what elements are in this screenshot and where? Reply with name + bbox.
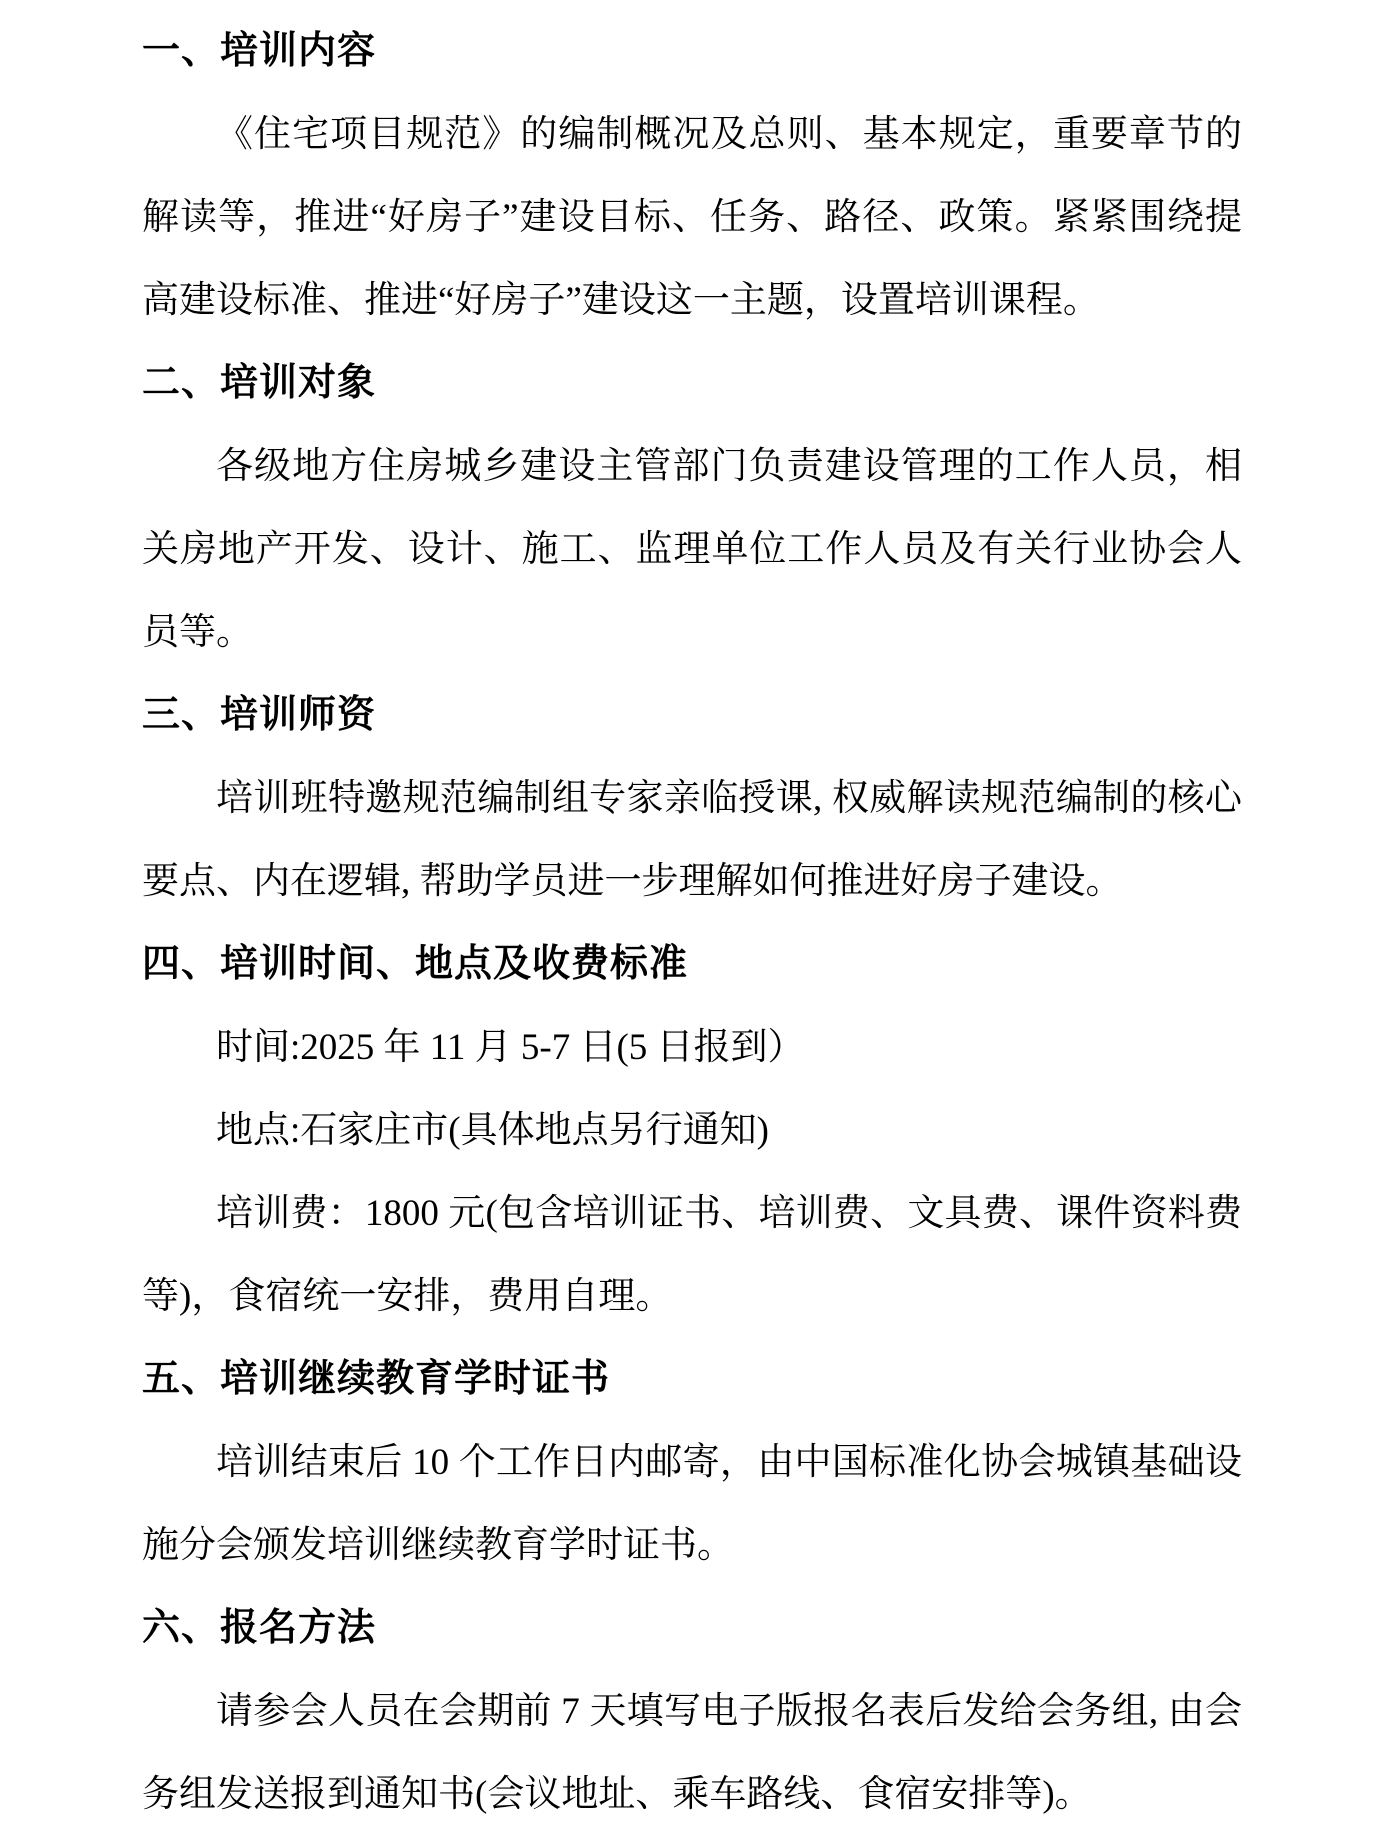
training-location-line: 地点:石家庄市(具体地点另行通知) [216, 1110, 769, 1151]
section-heading-training-audience: 二、培训对象 [142, 362, 377, 404]
section-heading-training-faculty: 三、培训师资 [142, 694, 377, 736]
section-heading-registration: 六、报名方法 [142, 1607, 377, 1649]
section-training-content-paragraph: 《住宅项目规范》的编制概况及总则、基本规定，重要章节的解读等，推进“好房子”建设目标、任务、路径、政策。紧紧围绕提高建设标准、推进“好房子”建设这一主题，设置培训课程。 [142, 114, 1242, 321]
training-time-line: 时间:2025 年 11 月 5-7 日(5 日报到） [216, 1027, 805, 1068]
section-heading-time-location-fee: 四、培训时间、地点及收费标准 [142, 943, 689, 985]
section-registration-paragraph: 请参会人员在会期前 7 天填写电子版报名表后发给会务组, 由会务组发送报到通知书(会议地址、乘车路线、食宿安排等)。 [142, 1691, 1242, 1815]
section-certificate-paragraph: 培训结束后 10 个工作日内邮寄，由中国标准化协会城镇基础设施分会颁发培训继续教育学时证书。 [142, 1442, 1242, 1566]
section-heading-training-content: 一、培训内容 [142, 30, 377, 72]
section-training-audience-paragraph: 各级地方住房城乡建设主管部门负责建设管理的工作人员，相关房地产开发、设计、施工、监理单位工作人员及有关行业协会人员等。 [142, 446, 1242, 653]
section-heading-certificate: 五、培训继续教育学时证书 [142, 1358, 611, 1400]
section-training-faculty-paragraph: 培训班特邀规范编制组专家亲临授课, 权威解读规范编制的核心要点、内在逻辑, 帮助学员进一步理解如何推进好房子建设。 [142, 778, 1242, 902]
training-fee-paragraph: 培训费：1800 元(包含培训证书、培训费、文具费、课件资料费等)，食宿统一安排，费用自理。 [142, 1193, 1242, 1317]
